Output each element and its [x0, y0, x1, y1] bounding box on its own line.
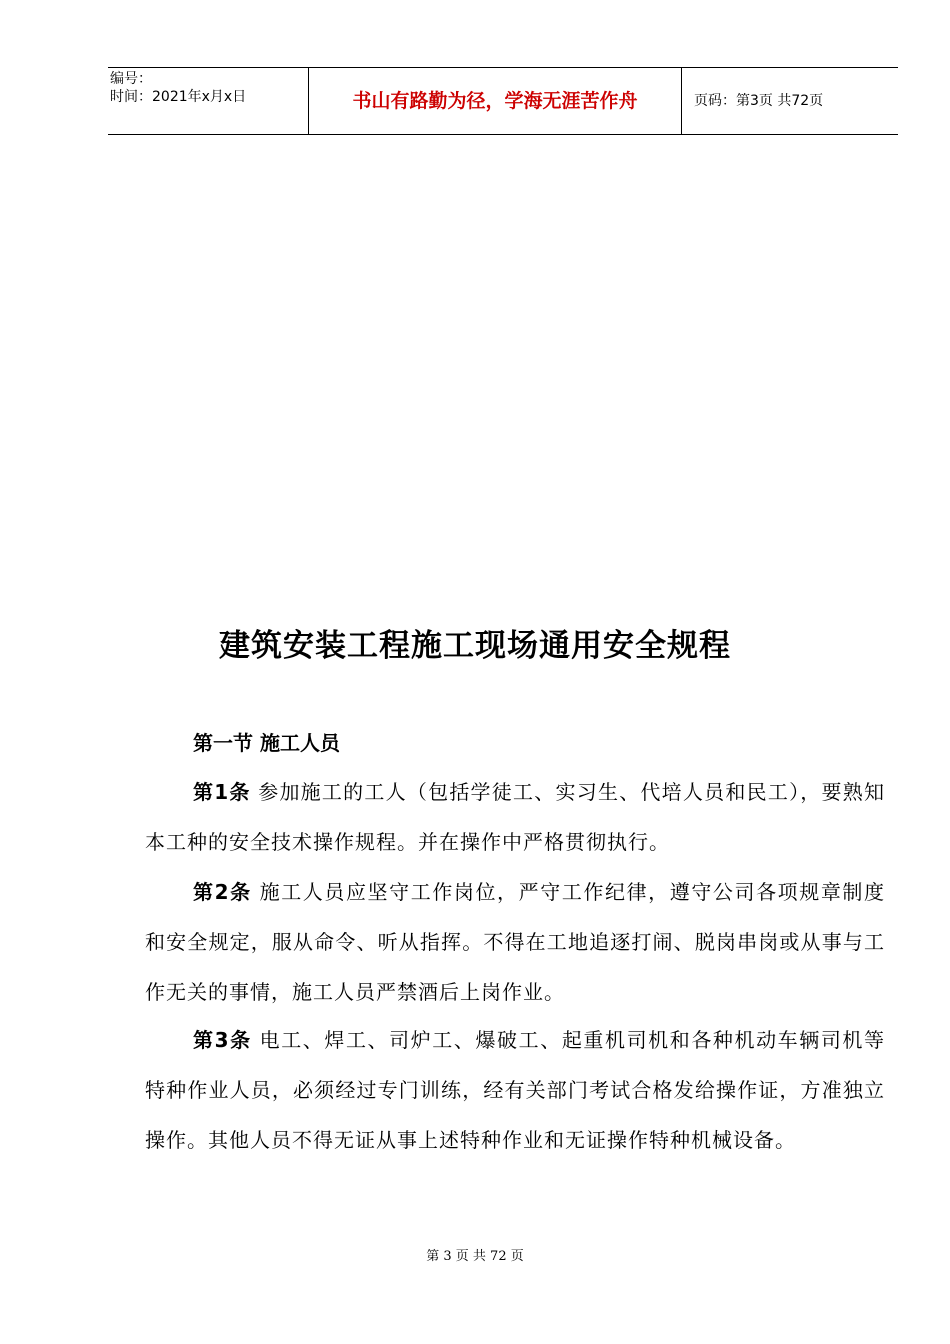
article-3: [145, 1015, 885, 1165]
document-number-label: 编号：: [110, 71, 152, 87]
article-2: [145, 867, 885, 1017]
article-label: 第3条: [193, 1028, 252, 1052]
header-page-info: 页码：第3页 共72页: [694, 93, 824, 109]
document-title: 建筑安装工程施工现场通用安全规程: [219, 628, 731, 664]
header-meta: [108, 68, 308, 134]
article-1: [145, 767, 885, 867]
article-text: 施工人员应坚守工作岗位，严守工作纪律，遵守公司各项规章制度和安全规定，服从命令、听从指挥。不得在工地追逐打闹、脱岗串岗或从事与工作无关的事情，施工人员严禁酒后上岗作业。: [145, 880, 886, 1004]
document-time-label: 时间：2021年x月x日: [110, 89, 247, 105]
section-heading: 第一节 施工人员: [193, 731, 340, 755]
article-label: 第1条: [193, 780, 251, 804]
page-footer: 第 3 页 共 72 页: [426, 1249, 524, 1264]
article-text: 电工、焊工、司炉工、爆破工、起重机司机和各种机动车辆司机等特种作业人员，必须经过专门训练，经有关部门考试合格发给操作证，方准独立操作。其他人员不得无证从事上述特种作业和无证操作特种机械设备。: [145, 1028, 886, 1152]
article-label: 第2条: [193, 880, 252, 904]
article-text: 参加施工的工人（包括学徒工、实习生、代培人员和民工），要熟知本工种的安全技术操作规程。并在操作中严格贯彻执行。: [145, 780, 886, 854]
page-header: [108, 67, 898, 135]
header-motto: 书山有路勤为径，学海无涯苦作舟: [308, 68, 682, 134]
